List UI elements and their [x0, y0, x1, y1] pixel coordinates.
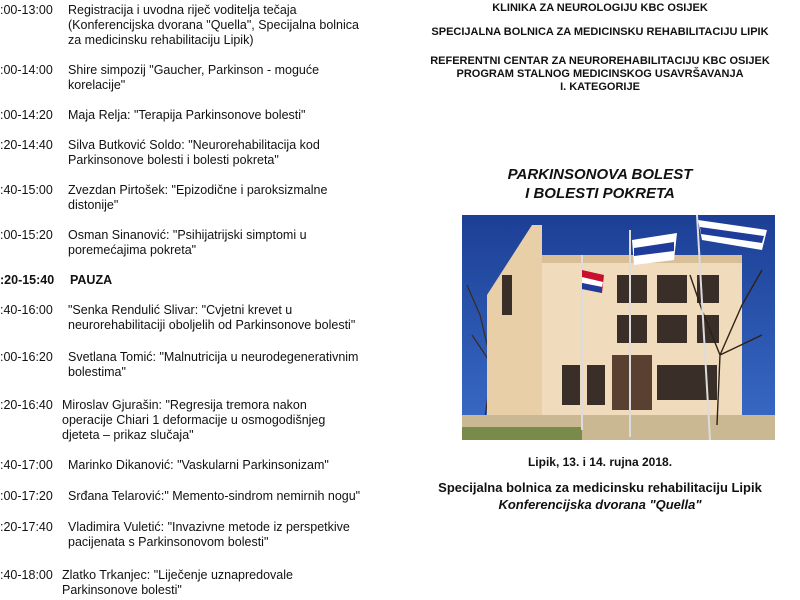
entrance — [612, 355, 652, 410]
schedule-description — [68, 303, 355, 333]
event-date: Lipik, 13. i 14. rujna 2018. — [527, 455, 673, 469]
schedule-time: :20-17:40 — [0, 520, 53, 534]
schedule-time: :00-17:20 — [0, 489, 53, 503]
event-hall: Konferencijska dvorana "Quella" — [498, 497, 702, 512]
schedule-time: :00-16:20 — [0, 350, 53, 364]
schedule-time: :00-13:00 — [0, 3, 53, 17]
schedule-description-line: distonije" — [68, 198, 119, 212]
schedule-description — [68, 350, 358, 380]
schedule-time: :20-14:40 — [0, 138, 53, 152]
schedule-description-line: PAUZA — [70, 273, 113, 287]
header-category: I. KATEGORIJE — [560, 81, 640, 93]
schedule-description — [70, 273, 112, 288]
title-line-2: I BOLESTI POKRETA — [525, 185, 675, 202]
schedule-time: :40-15:00 — [0, 183, 53, 197]
schedule-description — [62, 398, 325, 443]
schedule-time: :00-15:20 — [0, 228, 53, 242]
schedule-description-line: Parkinsonove bolesti i bolesti pokreta" — [68, 153, 279, 167]
schedule-description-line: pacijenata s Parkinsonovom bolesti" — [68, 535, 269, 549]
schedule-description-line: Registracija i uvodna riječ voditelja tečaja — [68, 3, 297, 17]
schedule-description-line: operacije Chiari 1 deformacije u osmogodišnjeg — [62, 413, 326, 427]
schedule-description-line: korelacije" — [68, 78, 126, 92]
schedule-description-line: Srđana Telarović:" Memento-sindrom nemirnih nogu" — [68, 489, 361, 503]
title-line-1: PARKINSONOVA BOLEST — [507, 166, 693, 183]
header-program: PROGRAM STALNOG MEDICINSKOG USAVRŠAVANJA — [456, 68, 744, 80]
schedule-description-line: Parkinsonove bolesti" — [62, 583, 182, 597]
schedule-time: :20-15:40 — [0, 273, 55, 287]
schedule-description — [68, 3, 359, 48]
schedule-description-line: (Konferencijska dvorana "Quella", Specijalna bolnica — [68, 18, 359, 32]
schedule-description-line: Silva Butković Soldo: "Neurorehabilitacija kod — [68, 138, 320, 152]
header-center: REFERENTNI CENTAR ZA NEUROREHABILITACIJU KBC OSIJEK — [430, 55, 770, 67]
schedule-description-line: Vladimira Vuletić: "Invazivne metode iz perspetkive — [68, 520, 350, 534]
schedule-time: :00-14:00 — [0, 63, 53, 77]
schedule-description-line: za medicinsku rehabilitaciju Lipik) — [68, 33, 254, 47]
schedule-description — [68, 489, 360, 504]
header-clinic: KLINIKA ZA NEUROLOGIJU KBC OSIJEK — [492, 2, 708, 14]
schedule-description-line: Maja Relja: "Terapija Parkinsonove bolesti" — [68, 108, 306, 122]
schedule-description — [68, 108, 305, 123]
schedule-time: :40-18:00 — [0, 568, 53, 582]
schedule-description — [68, 228, 307, 258]
schedule-time: :40-16:00 — [0, 303, 53, 317]
schedule-time: :20-16:40 — [0, 398, 53, 412]
schedule-description-line: Zlatko Trkanjec: "Liječenje uznapredovale — [62, 568, 293, 582]
schedule-description-line: poremećajima pokreta" — [68, 243, 197, 257]
schedule-description-line: djeteta – prikaz slučaja" — [62, 428, 194, 442]
schedule-description-line: "Senka Rendulić Slivar: "Cvjetni krevet u — [68, 303, 293, 317]
schedule-description-line: bolestima" — [68, 365, 126, 379]
schedule-description — [68, 458, 329, 473]
schedule-time: :40-17:00 — [0, 458, 53, 472]
schedule-description — [62, 568, 293, 598]
schedule-description-line: Shire simpozij "Gaucher, Parkinson - moguće — [68, 63, 320, 77]
schedule-description — [68, 520, 350, 550]
schedule-time: :00-14:20 — [0, 108, 53, 122]
schedule-description-line: Svetlana Tomić: "Malnutricija u neurodegenerativnim — [68, 350, 359, 364]
schedule-description-line: Osman Sinanović: "Psihijatrijski simptomi u — [68, 228, 307, 242]
schedule-description-line: Zvezdan Pirtošek: "Epizodične i paroksizmalne — [68, 183, 328, 197]
event-venue: Specijalna bolnica za medicinsku rehabilitaciju Lipik — [438, 480, 762, 495]
schedule-description-line: Miroslav Gjurašin: "Regresija tremora nakon — [62, 398, 307, 412]
header-hospital: SPECIJALNA BOLNICA ZA MEDICINSKU REHABILITACIJU LIPIK — [431, 26, 769, 38]
schedule-description — [68, 138, 320, 168]
cover-page — [400, 0, 800, 600]
schedule-description — [68, 183, 327, 213]
hospital-building-photo — [462, 215, 775, 440]
schedule-description — [68, 63, 319, 93]
schedule-description-line: neurorehabilitaciji oboljelih od Parkinsonove bolesti" — [68, 318, 356, 332]
schedule-description-line: Marinko Dikanović: "Vaskularni Parkinsonizam" — [68, 458, 329, 472]
